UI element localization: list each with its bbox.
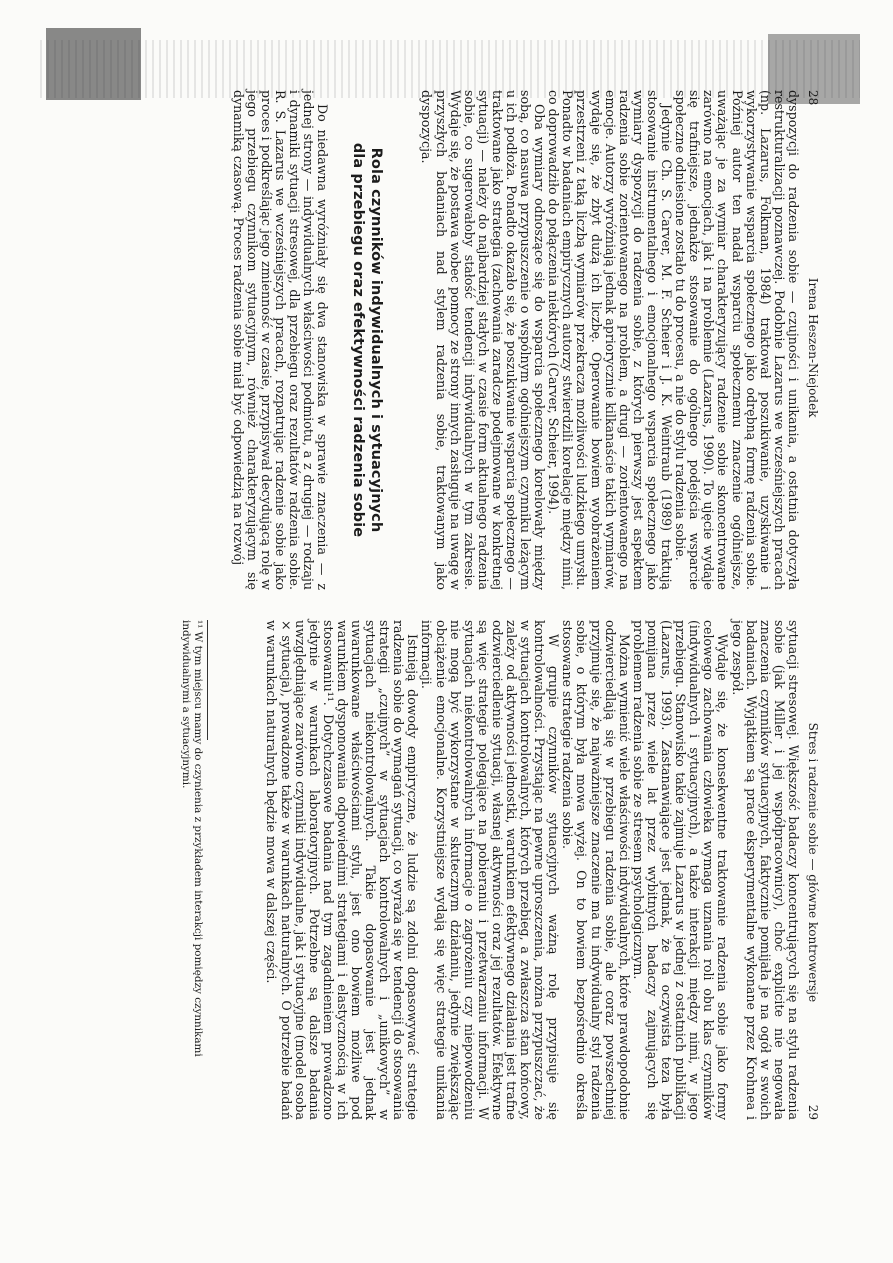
paragraph: Można wymienić wiele właściwości indywidualnych, które prawdopodobnie odzwierciedlają się w przebiegu radzenia sobie, ale coraz powszechniej przyjmuje się, że najważniejsze znaczenie ma tu indywidualny styl radzenia sobie, o którym była mowa wyżej. On to bowiem bezpośrednio określa stosowane strategie radzenia sobie. [560, 620, 632, 1120]
left-page [200, 90, 820, 590]
left-page-number: 28 [806, 90, 820, 106]
section-heading-line-2: dla przebiegu oraz efektywności radzenia sobie [350, 142, 367, 538]
paragraph: Istnieją dowody empiryczne, że ludzie są zdolni dopasowywać strategie radzenia sobie do wymagań sytuacji, co wyraża się w tendencji do stosowania strategii „czujnych” w sytuacjach kontrolowalnych i „unikowych” w sytuacjach niekontrolowalnych. Takie dopasowanie jest jednak uwarunkowane właściwościami stylu, jest ono bowiem możliwe pod warunkiem dysponowania odpowiednimi strategiami i elastycznością w ich stosowaniu¹¹. Dotychczasowe badania nad tym zagadnieniem prowadzono jedynie w warunkach laboratoryjnych. Potrzebne są dalsze badania uwzględniające zarówno czynniki indywidualne, jak i sytuacyjne (model osoba × sytuacja), prowadzone także w warunkach naturalnych. O potrzebie badań w warunkach naturalnych będzie mowa w dalszej części. [264, 620, 421, 1120]
right-page-header [806, 620, 820, 1120]
paragraph: sytuacji stresowej. Większość badaczy koncentrujących się na stylu radzenia sobie (jak Miller i jej współpracownicy), choć explicite nie negowała znaczenia czynników sytuacyjnych, faktycznie pomijała je na ogół w swoich badaniach. Wyjątkiem są prace eksperymentalne wykonane przez Krohnea i jego zespół. [729, 620, 801, 1120]
right-running-head: Stres i radzenie sobie — główne kontrowersje [806, 722, 820, 1003]
left-running-head: Irena Heszen-Niejodek [806, 277, 820, 418]
section-heading [349, 90, 385, 590]
section-heading-line-1: Rola czynników indywidualnych i sytuacyjnych [368, 147, 385, 533]
right-page-number: 29 [806, 1104, 820, 1120]
paragraph: Oba wymiary odnoszące się do wsparcia społecznego korelowały między sobą, co nasuwa przypuszczenie o wspólnym ogólniejszym czynniku leżącym u ich podłoża. Ponadto okazało się, że poszukiwanie wsparcia społecznego — traktowane jako strategia (zachowania zaradcze podejmowane w konkretnej sytuacji) — należy do najbardziej stałych w czasie form aktualnego radzenia sobie, co sugerowałoby stałość tendencji indywidualnych w tym zakresie. Wydaje się, że postawa wobec pomocy ze strony innych zasługuje na uwagę w przyszłych badaniach nad stylem radzenia sobie, traktowanym jako dyspozycja. [419, 90, 548, 590]
paragraph: Do niedawna wyróżniały się dwa stanowiska w sprawie znaczenia — z jednej strony — indywidualnych właściwości podmiotu, a z drugiej — rodzaju i dynamiki sytuacji stresowej, dla przebiegu oraz rezultatów radzenia sobie. R. S. Lazarus we wcześniejszych pracach, rozpatrując radzenie sobie jako proces i podkreślając jego zmienność w czasie, przypisywał decydującą rolę w jego przebiegu czynnikom sytuacyjnym, również charakteryzującym się dynamiką czasową. Proces radzenia sobie miał być odpowiedzią na rozwój [230, 90, 331, 590]
left-page-body-lower [231, 90, 330, 590]
paragraph: dyspozycji do radzenia sobie — czujności i unikania, a ostatnia dotyczyła restrukturalizacji poznawczej. Podobnie Lazarus we wcześniejszych pracach (np. Lazarus, Folkman, 1984) traktował poszukiwanie, uzyskiwanie i wykorzystywanie wsparcia społecznego jako odrębną formę radzenia sobie. Później autor ten nadał wsparciu społecznemu znaczenie ogólniejsze, uważając je za wymiar charakteryzujący radzenie sobie skoncentrowane zarówno na emocjach, jak i na problemie (Lazarus, 1990). To ujęcie wydaje się trafniejsze, jednakże stosowanie do ogólnego podejścia wsparcie społeczne odniesione zostało tu do procesu, a nie do stylu radzenia sobie. [673, 90, 801, 590]
left-page-body [419, 90, 800, 590]
paragraph: Wydaje się, że konsekwentne traktowanie radzenia sobie jako formy celowego zachowania człowieka wymaga uznania roli obu klas czynników (indywidualnych i sytuacyjnych), a także interakcji między nimi, w jego przebiegu. Stanowisko takie zajmuje Lazarus w jednej z ostatnich publikacji (Lazarus, 1993). Zastanawiające jest jednak, że ta oczywista teza była pomijana przez wiele lat przez wybitnych badaczy zajmujących się problemem radzenia sobie ze stresem psychologicznym. [630, 620, 731, 1120]
paragraph: W grupie czynników sytuacyjnych ważną rolę przypisuje się kontrolowalności. Przystając na pewne uproszczenia, można przypuszczać, że w sytuacjach kontrolowalnych, których przebieg, a zwłaszcza stan końcowy, zależy od aktywności jednostki, warunkiem efektywnego działania jest trafne odzwierciedlenie sytuacji, własnej aktywności oraz jej rezultatów. Efektywne są więc strategie polegające na pobieraniu i przetwarzaniu informacji. W sytuacjach niekontrolowalnych informacje o zagrożeniu czy niepowodzeniu nie mogą być wykorzystane w skutecznym działaniu, jedynie zwiększając obciążenie emocjonalne. Korzystniejsze wydają się więc strategie unikania informacji. [419, 620, 562, 1120]
paragraph: Jedynie Ch. S. Carver, M. F. Scheier i J. K. Weintraub (1989) traktują stosowanie instrumentalnego i emocjonalnego wsparcia społecznego jako wymiary dyspozycji do radzenia sobie, z których pierwszy jest aspektem radzenia sobie zorientowanego na problem, a drugi — zorientowanego na emocje. Autorzy wyróżniają jednak apriorycznie kilkanaście takich wymiarów, wydaje się, że zbyt dużą ich liczbę. Operowanie bowiem wyobrażeniem przestrzeni z taką liczbą wymiarów przekracza możliwości ludzkiego umysłu. Ponadto w badaniach empirycznych autorzy stwierdzili korelacje między nimi, co doprowadziło do połączenia niektórych (Carver, Scheier, 1994). [546, 90, 675, 590]
book-spread [120, 90, 820, 1120]
right-page [180, 620, 820, 1120]
left-page-header [806, 90, 820, 590]
footnote: ¹¹ W tym miejscu mamy do czynienia z przykładem interakcji pomiędzy czynnikami indywidualnymi a sytuacyjnymi. [180, 620, 205, 1057]
right-page-body [264, 620, 800, 1120]
footnote-divider [207, 620, 208, 740]
